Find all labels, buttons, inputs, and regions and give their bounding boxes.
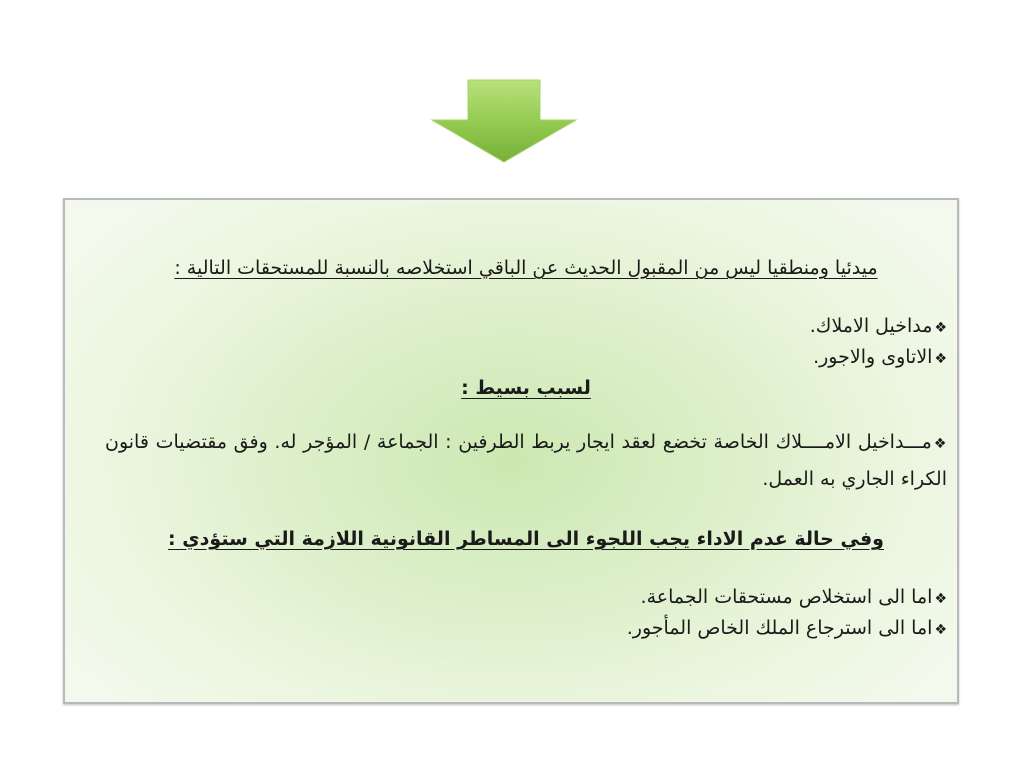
bullet-item	[105, 613, 947, 644]
case-heading: وفي حالة عدم الاداء يجب اللجوء الى المساطر القانونية اللازمة التي ستؤدي :	[168, 528, 884, 550]
intro-heading: ميدئيا ومنطقيا ليس من المقبول الحديث عن الباقي استخلاصه بالنسبة للمستحقات التالية :	[174, 257, 878, 279]
item-text: مداخيل الاملاك.	[809, 315, 933, 337]
reason-paragraph	[105, 425, 947, 497]
diamond-bullet-icon: ❖	[934, 320, 947, 336]
item-text: اما الى استخلاص مستحقات الجماعة.	[640, 586, 933, 608]
content-box	[63, 198, 959, 704]
reason-heading: لسبب بسيط :	[461, 377, 591, 399]
bullet-item	[105, 342, 947, 373]
item-text: اما الى استرجاع الملك الخاص المأجور.	[626, 617, 933, 639]
slide-text	[105, 253, 947, 644]
reason-text: مـــداخيل الامــــلاك الخاصة تخضع لعقد ايجار يربط الطرفين : الجماعة / المؤجر له. وفق مقتضيات قانون الكراء الجاري به العمل.	[105, 431, 947, 490]
item-text: الاتاوى والاجور.	[813, 346, 933, 368]
bullet-item	[105, 311, 947, 342]
diamond-bullet-icon: ❖	[934, 622, 947, 638]
down-arrow-icon	[430, 78, 578, 164]
bullet-item	[105, 582, 947, 613]
diamond-bullet-icon: ❖	[934, 351, 947, 367]
diamond-bullet-icon: ❖	[934, 591, 947, 607]
diamond-bullet-icon: ❖	[933, 436, 947, 452]
